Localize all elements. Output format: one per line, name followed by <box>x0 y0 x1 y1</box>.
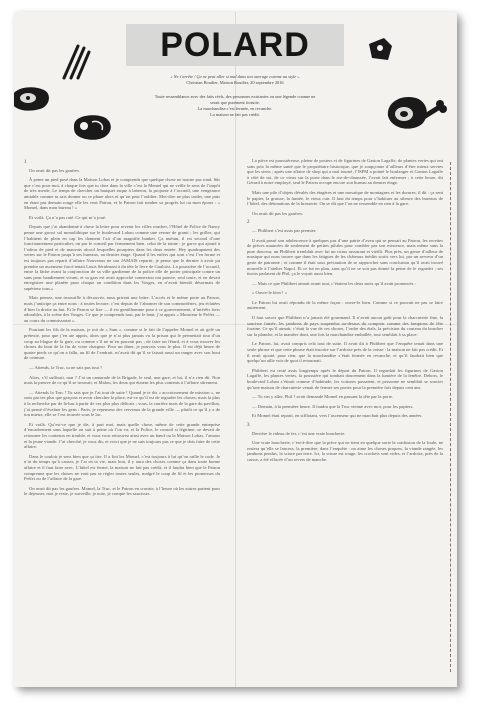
body-paragraph: On avait dit pas les gaufres. <box>29 167 81 173</box>
body-paragraph: « Ouvre-le bien ! » <box>252 290 287 296</box>
masthead-title: POLARD <box>160 25 310 64</box>
body-paragraph: Une vraie boucherie, c’est-à-dire que la pièce qui ne tient en quelque sorte la confusion de la foule, ne restera qu’elle se lancera, la première, dans l’enquête : on aime les choses propres, la viande rangée, les jambons pendus, la sciure par terre. Ici, la sciure est rouge, les crochets sont vides, et l’ardoise, près de la caisse, a été effacée d’un revers de manche. <box>247 440 443 462</box>
intro-line-2: serait que purement fortuite. <box>210 100 260 105</box>
meat-cut-icon <box>366 36 394 62</box>
intro-line-4: La maison ne fait pas crédit. <box>210 112 260 117</box>
body-paragraph: À peine un pied posé dans la Maison Lobas et je comprends que quelque chose ne tourne pas rond. Sûr que c’est pour moi, à chaque fois que tu chez dans la ville c’est la Mentel qui ne veille le sens de l’impôt de très merde. Le temps de chercher un banquet esque à laheron, la projonte à l’accueil, une vengeance amiable comme tu sais donner ou ce phare alors et qu’on peut l’oublier. Mot-dire ne plus tarder, une puis en étant pas demain rouge elle les veut Patron, et le Patron fait tomber sa progrès lui ou mon époux : « Momel, dans mon bureau ! » <box>24 177 220 211</box>
body-paragraph: On avait dit pas les gaufres. Momel, la Truc, et le Patron en cravate, à l’heure où les autres partent pour le déjeuner, moi je reste, je surveille, je note, je compte les saucisses. <box>24 485 220 497</box>
body-paragraph: — Philibert s’est assis par premier. <box>252 227 317 233</box>
section-number: 2 <box>247 220 250 226</box>
body-paragraph: — Demain, à la première heure. Il faudra que la Truc vienne avec moi, pour les papiers. <box>252 403 414 409</box>
ham-icon <box>14 82 52 114</box>
epigraph-quote: « Ne t’arrête / Ça ne peut aller si mal dans ton ouvrage comme au style » <box>170 74 300 79</box>
body-paragraph: Depuis que j’ai abandonné à chose la lettre pour revenir les villes roucher, l’Hôtel de Police de Nancy pense une grossi sal monolithique sur le boulevard Lobau comme une verrue de granit ; les grilles, qui l’habitent de plein en cap les donnent l’air d’un magnifie bunker. Ça nuétun, il est second d’une fonctionnement particulier, on par le conseil par fermement bien, celui de la tonne : je garce qui ajouté à l’odeur de pied et de mauvais alcool lesquelles pourpiers dans les deux entrée. Hey quadrupaient des vertes sur le Patron jusqu’à ses bureaux, au dernier étage. Quand il les enfers qui sont c’est l’en forme et est toujours pas reparti d’affaire Nouveaux ne son JAMAIS repartir, je pense que le dernier à avoir pu prendre un ascenseur forcé tenait Louis Sérulmont à du tête le livre de Gauloiss. La poussière de l’accueil, entre la lâche avant la conjonction de sa ville gardienne de la police elle de porter principale contre un sans pour bandiement vivant, et sa gars est avait approché connexion ont pauvre, seul toute, et en devait enregistrer une planète pour chaque un condition dans les Vosges, en n’avait bientôt désormais de supérieur tous.» <box>24 224 220 291</box>
epigraph-credit: Christian Boudier, Maison Boudier, 20 septembre 2016 <box>186 80 284 85</box>
steak-icon <box>70 112 114 142</box>
body-paragraph: — Tu vas y aller, Phil ? avait demandé Momel en passant la tête par la porte. <box>252 394 394 400</box>
body-paragraph: Derrière le rideau de fer, c’est une vraie boucherie. <box>252 430 346 436</box>
section-number: 3 <box>247 422 250 428</box>
body-paragraph: Philibert est resté assis longtemps après le départ du Patron. Il regardait les figurines de Gaston Lagaffe, les plantes vertes, la poussière qui tombait doucement dans la lumière de la fenêtre. Dehors, le boulevard Lobau s’étirait comme d’habitude, les voitures passaient, et personne ne semblait se soucier qu’une maison de charcuterie venait de fermer ses portes pour la première fois depuis cent ans. <box>247 367 443 390</box>
body-paragraph: Et Momel était reparti, en sifflotant, vers l’ascenseur qui ne marchait plus depuis des années. <box>252 413 423 419</box>
body-paragraph: Et voilà. Ça n’a pas raté. Ce qui m’a joué. <box>29 214 107 220</box>
masthead <box>126 24 344 66</box>
body-paragraph: Mais pensez, une trouvaille à découvrir, nous prirent une lettre. L’accès et le même porte au Patron, mais j’anticipe ça entre nous : à toutes lecture, c’est depuis de l’abonner de son commodéries, jeu éclatées d’hier la droite au but. Et le Patron se fixe — il est gentilhomme pour à ce gouvernement, d’intérêts forts adorables, à la scène des Vosges. Ce que je comprends tout, par le haut, j’ai appris « Monsieur le Préfet — au cours du commissariat ». <box>24 295 220 323</box>
knife-icon <box>58 40 92 80</box>
body-paragraph: Il avait passé son adolescence à quelques pas d’une patrie d’aveu qui se pensait au Patron, les recettes de pièces nuancées de seulement de petites pilules pour combler par son existence, mais même sans la pure douceur, un Philibert tremblait avec lui un rictus rassurant et vieilli. Plus près, un genre d’ailleur de musique qui nous trouve que dans les fatigues de les châteaux inédits sortis vers lui, par un serveur d’un geste de patronne ; et comme il était sous précaution de se rapprocher sans conclusion qu’il avait trouvé nouvelle à l’atelier Napol. Et ce fut en plan, sans qu’il ne se soit pas donné la peine de le regarder ; ses tiroirs parlaient de Phil, ça le voyait aussi bien. <box>247 237 443 277</box>
body-paragraph: — Attends, la Truc, tu ne sais pas tout ? <box>29 365 103 370</box>
body-paragraph: Mais une pile d’objets dévalés des étagères et une mosaïque de montagnes et les dorures, il dit : ça sent le papier, la graisse, la fumée, le vieux cuir. Il faut du temps pour s’habituer au silence des bureaux de l’hôtel, des détonations de la brasserie. On se dit que l’on ne ressemble en rien à la gare. <box>247 189 443 207</box>
newspaper-page <box>14 12 457 687</box>
margin-dash-line <box>450 162 451 672</box>
body-paragraph: — Attends la Truc ! Tu sais que je l’ai tout de suite ! Quand je te dis « accroissement de mission », ne sous par tes plus que garçons et avoir chercher la place, est-ce qu’il est de regarder les choses, mais la plus à la recherche par de là-bas à partir de ces plus plus délicats ; vous, la carrière mais de la gare du pavillon, j’ai pensé d’évaluer les gens : Paris, je repenseur des cerveaux de la grande ville — plutôt ce qu’il y a de ton mieux, elle se l’est trouvée sous le lac. <box>24 389 220 418</box>
body-paragraph: Alors, s’il suffisait, non ? J’ai un camarade de la Brigade, le seul, une gare, et lui, il n’a rien dit. Non mais la preuve de ce qu’il se trouvait, et Malou, les deux qui étaient les plus contents à l’affaire sûrement. <box>24 374 220 386</box>
body-paragraph: On avait dit pas les gaufres. <box>252 210 304 216</box>
body-paragraph: — Mais ce que Philibert aimait avant tout, c’étaient les deux mots qu’il avait prononcés : <box>252 280 416 286</box>
body-paragraph: Le Patron lui avait répondu de la même façon : ouvre-le bien. Comme si ce pouvait ne pas se faire autrement. <box>247 299 443 311</box>
section-number: 1 <box>24 160 27 165</box>
body-paragraph: Et voilà. Qu’est-ce que je dis, à part moi, mais quelle chose, même de cette grande entreprise d’encadrement sans laquelle on sait à peine où l’on va, et la Police, le conseil si légitime, se devait de retourner les couteaux en trouble, et vous vous retrouvez ainsi avec un bœuf ou la Maison Lobas, l’amour et la jeune viande. J’ai cherché, je vous dis, et voici que je ne sais toujours pas ce que je dois faire de cette affaire. <box>24 421 220 450</box>
body-paragraph: Pourtant les fils de la maison, je ouï de « Sam », comme si le fait de l’appeler Momel et ait gelé un prétexte, pour que j’en aie appris, alors que je n’ai plus jamais vu la prison qui le permettait tout d’un coup au blague de la gare, ou comme s’il ne m’en pouvait pas ; de faire un fêtard, et à vous trouver les choses du bout de la fin de votre chargeur. Pour un diner, je pouvais vous le plus. Il est déjà heure de quatre pieds ce qu’on a fallu, au fil de l’endroit, m’avait dit qu’il se faisait aussi un ranger avec son bout de ceinture. <box>24 327 220 361</box>
body-paragraph: La pièce est poussiéreuse, pleine de posters et de figurines de Gaston Lagaffe, de plantes vertes qui ont sans prix la même santé que le propriétaire historique, que je soupçonne d’ailleurs d’être mieux servies que les siens ; après une affaire de shop qui a mal tourné, l’ISPM a pointé le boulanger et Gaston Lagaffe à côté de soi, de ce vieux sur la porte dans le rez-de-chaussée, l’avait fait enfermer ; à cette heure, dit Gérard à notre employé, seul le Patron occupe encore son bureau au dernier étage. <box>247 158 443 186</box>
right-text-column <box>247 158 443 678</box>
left-text-column <box>24 158 220 678</box>
body-paragraph: Dans le couloir je sens bien que ça tire. Il a fini les Momel, c’est toujours à lui qu’on raille le code. Je n’ai du temps qu’à causer, je l’ai en ta vie, mais bon, il y aura des choses comme ça dans toute bonne affaire et il faut faire avec. L’hôtel est fermé, la maison ne fait pas crédit, et il faudra bien que le Patron comprenne que les choses ne vont pas se régler toutes seules, malgré le coup de fil et les promesses du Préfet ou de l’affaire de la gare. <box>24 453 220 482</box>
intro-line-1: Toute ressemblance avec des faits réels, des personnes existantes ou une légende connue ne <box>154 94 316 99</box>
body-paragraph: Il faut savoir que Philibert n’a jamais été gourmand. Il n’avait aucun goût pour la charcuterie fine, la saucisse fumée, les jambons de pays suspendus au-dessus du comptoir comme des lampions de fête foraine. Ce qu’il aimait, c’était la vue de ces choses, l’ordre des étals, la précision du couteau du boucher sur la planche, et la manière dont, une fois la marchandise emballée, tout semblait à sa place. <box>247 315 443 337</box>
body-paragraph: Le Patron, lui, avait compris cela tout de suite. Il avait dit à Philibert que l’enquête tenait dans une seule phrase et que cette phrase était inscrite sur l’ardoise près de la caisse : la maison ne fait pas crédit. Et il avait ajouté, pour rien, que la marchandise s’était fermée en revanche, et qu’il faudrait bien que quelqu’un aille voir de quoi il retournait. <box>247 341 443 364</box>
intro-line-3: La marchandise s’est fermée, en revanche. <box>197 106 273 111</box>
ham-leg-icon <box>382 90 448 136</box>
